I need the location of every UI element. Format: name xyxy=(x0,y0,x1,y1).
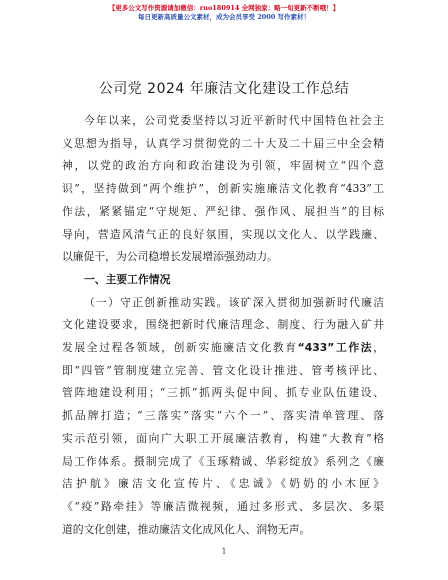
paragraph-line: 道的文化创建，推动廉洁文化成风化人、润物无声。 xyxy=(62,522,311,536)
document-title: 公司党 2024 年廉洁文化建设工作总结 xyxy=(98,81,350,97)
paragraph-line: 局工作体系。摄制完成了《玉琢精诚、华彩绽放》系列之《廉 xyxy=(62,454,384,468)
paragraph-line: 文化建设要求，围绕把新时代廉洁理念、制度、行为融入矿井 xyxy=(62,318,384,332)
paragraph-line: 神，以党的政治方向和政治建设为引领，牢固树立“四个意 xyxy=(62,159,384,173)
paragraph-line: 管阵地建设利用；“三抓”抓两头促中间、抓专业队伍建设、 xyxy=(62,386,384,400)
paragraph-line: 以廉促干，为公司稳增长发展增添强劲动力。 xyxy=(62,250,278,264)
paragraph-line: 实示范引领，面向广大职工开展廉洁教育，构建“大教育”格 xyxy=(62,431,384,445)
paragraph-line: 今年以来，公司党委坚持以习近平新时代中国特色社会主 xyxy=(84,114,384,127)
paragraph-line: 即“四管”管制度建立完善、管文化设计推进、管考核评比、 xyxy=(62,363,384,377)
page-number: 1 xyxy=(221,547,227,556)
paragraph-line: 抓品牌打造；“三落实”落实“六个一”、落实清单管理、落 xyxy=(62,409,384,423)
paragraph-line: 导向，营造风清气正的良好氛围，实现以文化人、以学践廉、 xyxy=(62,227,384,241)
promo-banner-line-2: 每日更新高质量公文素材，成为会员享受 2000 写作素材！ xyxy=(137,13,311,21)
paragraph-line: 发展全过程各领域，创新实施廉洁文化教育“433”工作法， xyxy=(62,341,384,355)
document-body xyxy=(62,110,384,541)
paragraph-line: 《“疫”路牵挂》等廉洁微视频，通过多形式、多层次、多渠 xyxy=(62,499,384,513)
paragraph-line: （一）守正创新推动实践。该矿深入贯彻加强新时代廉洁 xyxy=(84,295,384,309)
bold-phrase: “433”工作法 xyxy=(297,341,374,355)
promo-banner-line-1: 【更多公文写作资源请加微信：ruo180914 全网独家：略一旬更新不断哦！】 xyxy=(108,4,340,12)
paragraph-line: 作法，紧紧锚定“守规矩、严纪律、强作风、展担当”的目标 xyxy=(62,204,384,218)
section-heading: 一、主要工作情况 xyxy=(84,272,171,286)
paragraph-line: 义思想为指导，认真学习贯彻党的二十大及二十届三中全会精 xyxy=(62,136,384,150)
paragraph-line: 洁护航》廉洁文化宣传片、《忠诚》《奶奶的小木匣》 xyxy=(62,477,384,491)
promo-banner xyxy=(0,4,448,22)
paragraph-line: 识”，坚持做到“两个维护”，创新实施廉洁文化教育“433”工 xyxy=(62,182,384,196)
